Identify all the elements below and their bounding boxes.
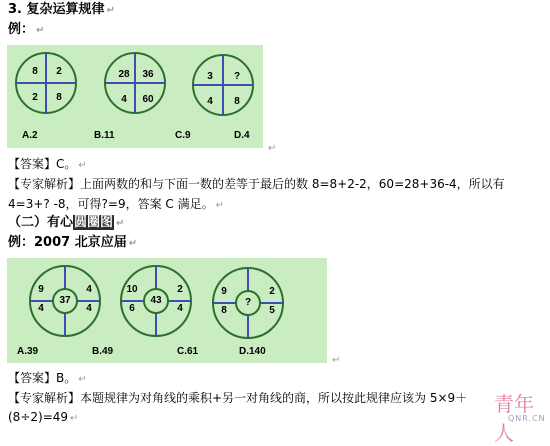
p1c2-bl: 4 xyxy=(121,94,127,105)
subsection-highlight: 圆圈图 xyxy=(74,215,114,230)
p1-option-b: B.11 xyxy=(94,130,115,141)
p1c1-tr: 2 xyxy=(56,66,62,77)
p1c3-br: 8 xyxy=(234,96,240,107)
puzzle2-panel xyxy=(7,258,327,363)
answer1: 【答案】C。 ↵ xyxy=(8,157,87,171)
p1c3-tl: 3 xyxy=(207,71,213,82)
p1-option-c: C.9 xyxy=(175,130,191,141)
puzzle1-panel xyxy=(7,45,263,148)
p1c3-bl: 4 xyxy=(207,96,213,107)
answer2: 【答案】B。 ↵ xyxy=(8,371,87,385)
p1c2-br: 60 xyxy=(142,94,154,105)
p2c1-br: 4 xyxy=(86,303,92,314)
p2c3-br: 5 xyxy=(269,305,275,316)
p2-option-b: B.49 xyxy=(92,346,114,357)
p2c2-center: 43 xyxy=(150,295,162,306)
p2c1-tr: 4 xyxy=(86,284,92,295)
p2c1-center: 37 xyxy=(59,295,71,306)
p1c1-tl: 8 xyxy=(32,66,38,77)
p2c3-tr: 2 xyxy=(269,286,275,297)
analysis2-line1: 【专家解析】本题规律为对角线的乘积+另一对角线的商，所以按此规律应该为 5×9＋ xyxy=(8,391,468,405)
p2-option-c: C.61 xyxy=(177,346,199,357)
return-mark: ↵ xyxy=(332,355,341,366)
p2c1-bl: 4 xyxy=(38,303,44,314)
example2-label: 例：2007 北京应届 ↵ xyxy=(8,235,138,250)
p2-option-d: D.140 xyxy=(239,346,266,357)
p1-option-d: D.4 xyxy=(234,130,250,141)
analysis2-line2: (8÷2)=49 ↵ xyxy=(8,410,79,424)
section-title: 3. 复杂运算规律 ↵ xyxy=(8,2,115,17)
p1c2-tl: 28 xyxy=(118,69,130,80)
p2c2-bl: 6 xyxy=(129,303,135,314)
subsection-title: （二）有心圆圈图 ↵ xyxy=(8,215,125,230)
p2c1-tl: 9 xyxy=(38,284,44,295)
p1-option-a: A.2 xyxy=(22,130,38,141)
watermark-logo: 青年人 xyxy=(494,392,534,445)
p2c2-br: 4 xyxy=(177,303,183,314)
return-mark: ↵ xyxy=(268,143,277,154)
p1c3-tr: ? xyxy=(233,71,241,82)
watermark-url: QNR.CN xyxy=(508,414,546,423)
p2c3-bl: 8 xyxy=(221,305,227,316)
p2-option-a: A.39 xyxy=(17,346,39,357)
p2c3-tl: 9 xyxy=(221,286,227,297)
p1c2-tr: 36 xyxy=(142,69,154,80)
p2c3-center: ? xyxy=(244,297,252,308)
p1c1-br: 8 xyxy=(56,92,62,103)
p2c2-tr: 2 xyxy=(177,284,183,295)
example1-label: 例： ↵ xyxy=(8,22,45,37)
analysis1-line2: 4=3+? -8，可得?=9，答案 C 满足。 ↵ xyxy=(8,197,224,211)
p1c1-bl: 2 xyxy=(32,92,38,103)
analysis1-line1: 【专家解析】上面两数的和与下面一数的差等于最后的数 8=8+2-2，60=28+36-4，所以有 xyxy=(8,177,505,191)
p2c2-tl: 10 xyxy=(126,284,138,295)
